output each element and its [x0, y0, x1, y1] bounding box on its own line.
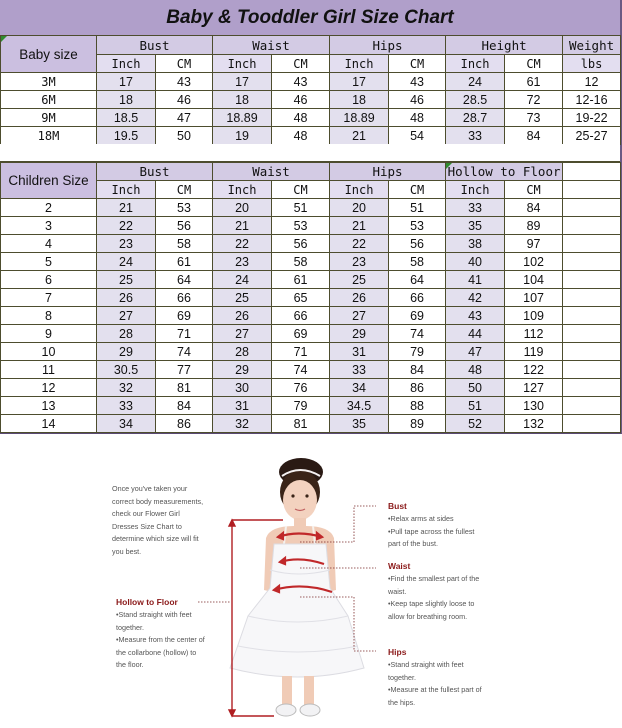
value-cell: 20: [330, 199, 389, 217]
value-cell: 53: [389, 217, 446, 235]
note-line: together.: [388, 672, 416, 682]
empty-cell: [563, 163, 621, 181]
table-row: [1, 73, 621, 91]
subheader-inch: Inch: [213, 55, 272, 73]
note-line: part of the bust.: [388, 539, 438, 549]
value-cell: 61: [272, 271, 330, 289]
value-cell: 34.5: [330, 397, 389, 415]
subheader-cm: CM: [156, 181, 213, 199]
table-row: [1, 343, 621, 361]
value-cell: 122: [505, 361, 563, 379]
waist-note: [388, 559, 498, 623]
group-header-bust: Bust: [97, 36, 213, 55]
value-cell: 52: [446, 415, 505, 433]
value-cell: 81: [156, 379, 213, 397]
value-cell: 89: [505, 217, 563, 235]
value-cell: 27: [97, 307, 156, 325]
value-cell: 21: [97, 199, 156, 217]
subheader-cm: CM: [505, 181, 563, 199]
group-header-height: Height: [446, 36, 563, 55]
value-cell: 18: [97, 91, 156, 109]
table-row: [1, 307, 621, 325]
value-cell: 26: [97, 289, 156, 307]
note-line: •Measure from the center of: [116, 635, 205, 645]
value-cell: 102: [505, 253, 563, 271]
subheader-inch: Inch: [330, 55, 389, 73]
value-cell: 50: [156, 127, 213, 145]
value-cell: 56: [156, 217, 213, 235]
table-row: [1, 199, 621, 217]
value-cell: 27: [330, 307, 389, 325]
value-cell: 76: [272, 379, 330, 397]
value-cell: 19.5: [97, 127, 156, 145]
value-cell: 48: [272, 127, 330, 145]
chart-title: Baby & Tooddler Girl Size Chart: [0, 0, 620, 36]
note-line: Dresses Size Chart to: [112, 521, 182, 531]
value-cell: 48: [272, 109, 330, 127]
subheader-lbs: lbs: [563, 55, 621, 73]
value-cell: 24: [97, 253, 156, 271]
value-cell: 66: [272, 307, 330, 325]
value-cell: 31: [213, 397, 272, 415]
value-cell: 56: [389, 235, 446, 253]
value-cell: 41: [446, 271, 505, 289]
group-header-hollow-to-floor: [446, 163, 563, 181]
size-cell: 5: [1, 253, 97, 271]
value-cell: 48: [446, 361, 505, 379]
value-cell: 74: [156, 343, 213, 361]
value-cell: 47: [156, 109, 213, 127]
table-row: [1, 415, 621, 433]
value-cell: 127: [505, 379, 563, 397]
value-cell: 19: [213, 127, 272, 145]
note-line: correct body measurements,: [112, 496, 204, 506]
subheader-inch: Inch: [330, 181, 389, 199]
group-header-hips: Hips: [330, 36, 446, 55]
baby-size-header-text: Baby size: [19, 46, 78, 62]
value-cell: 31: [330, 343, 389, 361]
note-line: determine which size will fit: [112, 534, 199, 544]
group-header-waist: Waist: [213, 163, 330, 181]
value-cell: 132: [505, 415, 563, 433]
value-cell: 69: [389, 307, 446, 325]
empty-cell: [563, 379, 621, 397]
value-cell: 104: [505, 271, 563, 289]
value-cell: 43: [446, 307, 505, 325]
baby-size-header: [1, 36, 97, 73]
value-cell: 33: [97, 397, 156, 415]
value-cell: 24: [446, 73, 505, 91]
value-cell: 53: [156, 199, 213, 217]
children-size-table: [0, 162, 621, 433]
value-cell: 21: [213, 217, 272, 235]
value-cell: 46: [389, 91, 446, 109]
value-cell: 107: [505, 289, 563, 307]
value-cell: 23: [330, 253, 389, 271]
value-cell: 35: [446, 217, 505, 235]
value-cell: 34: [330, 379, 389, 397]
note-line: the hips.: [388, 697, 416, 707]
value-cell: 21: [330, 127, 389, 145]
value-cell: 58: [389, 253, 446, 271]
group-header-waist: Waist: [213, 36, 330, 55]
size-cell: 2: [1, 199, 97, 217]
note-line: •Pull tape across the fullest: [388, 526, 475, 536]
empty-cell: [563, 181, 621, 199]
hollow-to-floor-note: [116, 595, 226, 672]
bust-note: [388, 499, 498, 551]
value-cell: 33: [446, 127, 505, 145]
table-row: [1, 253, 621, 271]
face: [283, 480, 317, 520]
value-cell: 22: [330, 235, 389, 253]
size-cell: 10: [1, 343, 97, 361]
group-header-hollow-to-floor-text: Hollow to Floor: [447, 164, 561, 179]
note-line: •Keep tape slightly loose to: [388, 599, 475, 609]
note-line: the collarbone (hollow) to: [116, 647, 197, 657]
value-cell: 66: [156, 289, 213, 307]
value-cell: 47: [446, 343, 505, 361]
subheader-inch: Inch: [446, 55, 505, 73]
value-cell: 18.89: [330, 109, 389, 127]
note-line: Once you've taken your: [112, 484, 188, 493]
value-cell: 79: [272, 397, 330, 415]
note-line: •Stand straight with feet: [116, 610, 192, 619]
value-cell: 21: [330, 217, 389, 235]
value-cell: 18: [330, 91, 389, 109]
value-cell: 12: [563, 73, 621, 91]
group-header-hips: Hips: [330, 163, 446, 181]
group-header-weight: Weight: [563, 36, 621, 55]
value-cell: 74: [389, 325, 446, 343]
value-cell: 84: [505, 127, 563, 145]
size-cell: 9: [1, 325, 97, 343]
value-cell: 23: [97, 235, 156, 253]
empty-cell: [563, 361, 621, 379]
size-cell: 8: [1, 307, 97, 325]
value-cell: 97: [505, 235, 563, 253]
group-header-bust: Bust: [97, 163, 213, 181]
value-cell: 51: [272, 199, 330, 217]
value-cell: 88: [389, 397, 446, 415]
value-cell: 29: [97, 343, 156, 361]
value-cell: 43: [156, 73, 213, 91]
value-cell: 40: [446, 253, 505, 271]
table-row: [1, 91, 621, 109]
measurement-guide: [98, 440, 518, 728]
value-cell: 61: [505, 73, 563, 91]
value-cell: 53: [272, 217, 330, 235]
value-cell: 24: [213, 271, 272, 289]
value-cell: 28.7: [446, 109, 505, 127]
value-cell: 66: [389, 289, 446, 307]
value-cell: 44: [446, 325, 505, 343]
value-cell: 51: [446, 397, 505, 415]
value-cell: 69: [156, 307, 213, 325]
value-cell: 71: [156, 325, 213, 343]
size-cell: 4: [1, 235, 97, 253]
subheader-cm: CM: [505, 55, 563, 73]
value-cell: 25: [213, 289, 272, 307]
value-cell: 12-16: [563, 91, 621, 109]
value-cell: 86: [389, 379, 446, 397]
note-line: •Stand straight with feet: [388, 660, 464, 669]
value-cell: 34: [97, 415, 156, 433]
value-cell: 28: [97, 325, 156, 343]
note-line: •Relax arms at sides: [388, 514, 454, 523]
hollow-to-floor-heading: Hollow to Floor: [116, 597, 178, 607]
value-cell: 19-22: [563, 109, 621, 127]
value-cell: 69: [272, 325, 330, 343]
value-cell: 58: [156, 235, 213, 253]
size-cell: 11: [1, 361, 97, 379]
value-cell: 89: [389, 415, 446, 433]
size-cell: 18M: [1, 127, 97, 145]
size-cell: 13: [1, 397, 97, 415]
value-cell: 56: [272, 235, 330, 253]
size-cell: 9M: [1, 109, 97, 127]
size-cell: 3: [1, 217, 97, 235]
empty-cell: [563, 271, 621, 289]
hips-note: [388, 645, 498, 709]
subheader-cm: CM: [389, 55, 446, 73]
value-cell: 35: [330, 415, 389, 433]
value-cell: 22: [213, 235, 272, 253]
size-cell: 3M: [1, 73, 97, 91]
table-row: [1, 325, 621, 343]
value-cell: 18: [213, 91, 272, 109]
table-row: [1, 109, 621, 127]
empty-cell: [563, 253, 621, 271]
value-cell: 43: [389, 73, 446, 91]
value-cell: 25: [330, 271, 389, 289]
white-dress: [230, 544, 364, 677]
note-line: allow for breathing room.: [388, 611, 468, 621]
value-cell: 46: [156, 91, 213, 109]
note-line: together.: [116, 622, 144, 632]
value-cell: 26: [213, 307, 272, 325]
table-row: [1, 127, 621, 145]
note-line: waist.: [388, 586, 407, 596]
value-cell: 25: [97, 271, 156, 289]
value-cell: 64: [156, 271, 213, 289]
empty-cell: [563, 397, 621, 415]
table-row: [1, 361, 621, 379]
value-cell: 33: [330, 361, 389, 379]
note-line: you best.: [112, 546, 142, 556]
subheader-cm: CM: [389, 181, 446, 199]
empty-cell: [563, 199, 621, 217]
value-cell: 81: [272, 415, 330, 433]
size-cell: 14: [1, 415, 97, 433]
value-cell: 38: [446, 235, 505, 253]
value-cell: 43: [272, 73, 330, 91]
value-cell: 79: [389, 343, 446, 361]
empty-cell: [563, 289, 621, 307]
value-cell: 27: [213, 325, 272, 343]
table-row: [1, 397, 621, 415]
note-line: •Find the smallest part of the: [388, 574, 480, 583]
subheader-cm: CM: [156, 55, 213, 73]
empty-cell: [563, 217, 621, 235]
waist-heading: Waist: [388, 561, 411, 571]
subheader-inch: Inch: [97, 181, 156, 199]
empty-cell: [563, 343, 621, 361]
value-cell: 48: [389, 109, 446, 127]
value-cell: 29: [213, 361, 272, 379]
value-cell: 51: [389, 199, 446, 217]
value-cell: 23: [213, 253, 272, 271]
size-cell: 6: [1, 271, 97, 289]
subheader-cm: CM: [272, 55, 330, 73]
value-cell: 73: [505, 109, 563, 127]
value-cell: 64: [389, 271, 446, 289]
subheader-inch: Inch: [213, 181, 272, 199]
empty-cell: [563, 415, 621, 433]
value-cell: 32: [97, 379, 156, 397]
empty-cell: [563, 235, 621, 253]
cell-comment-marker: [446, 163, 452, 169]
value-cell: 26: [330, 289, 389, 307]
intro-note: [112, 483, 232, 559]
note-line: •Measure at the fullest part of: [388, 685, 482, 695]
hips-heading: Hips: [388, 647, 407, 657]
value-cell: 29: [330, 325, 389, 343]
value-cell: 84: [389, 361, 446, 379]
value-cell: 33: [446, 199, 505, 217]
value-cell: 61: [156, 253, 213, 271]
table-row: [1, 379, 621, 397]
value-cell: 30: [213, 379, 272, 397]
value-cell: 71: [272, 343, 330, 361]
note-line: check our Flower Girl: [112, 509, 180, 519]
cell-comment-marker: [1, 36, 7, 42]
note-line: the floor.: [116, 660, 144, 670]
subheader-cm: CM: [272, 181, 330, 199]
value-cell: 18.89: [213, 109, 272, 127]
table-row: [1, 289, 621, 307]
value-cell: 50: [446, 379, 505, 397]
value-cell: 20: [213, 199, 272, 217]
value-cell: 77: [156, 361, 213, 379]
value-cell: 72: [505, 91, 563, 109]
value-cell: 58: [272, 253, 330, 271]
size-cell: 6M: [1, 91, 97, 109]
empty-cell: [563, 325, 621, 343]
value-cell: 86: [156, 415, 213, 433]
bust-heading: Bust: [388, 501, 407, 511]
baby-size-table: [0, 35, 621, 145]
value-cell: 109: [505, 307, 563, 325]
table-row: [1, 271, 621, 289]
value-cell: 32: [213, 415, 272, 433]
children-size-header: Children Size: [1, 163, 97, 199]
table-row: [1, 217, 621, 235]
value-cell: 119: [505, 343, 563, 361]
value-cell: 17: [213, 73, 272, 91]
value-cell: 28.5: [446, 91, 505, 109]
subheader-inch: Inch: [97, 55, 156, 73]
size-cell: 7: [1, 289, 97, 307]
value-cell: 18.5: [97, 109, 156, 127]
value-cell: 74: [272, 361, 330, 379]
value-cell: 84: [156, 397, 213, 415]
value-cell: 28: [213, 343, 272, 361]
size-cell: 12: [1, 379, 97, 397]
value-cell: 84: [505, 199, 563, 217]
value-cell: 22: [97, 217, 156, 235]
value-cell: 54: [389, 127, 446, 145]
value-cell: 130: [505, 397, 563, 415]
value-cell: 42: [446, 289, 505, 307]
table-row: [1, 235, 621, 253]
value-cell: 112: [505, 325, 563, 343]
subheader-inch: Inch: [446, 181, 505, 199]
value-cell: 17: [330, 73, 389, 91]
value-cell: 46: [272, 91, 330, 109]
empty-cell: [563, 307, 621, 325]
value-cell: 25-27: [563, 127, 621, 145]
table-spacer: [0, 144, 620, 162]
value-cell: 17: [97, 73, 156, 91]
value-cell: 30.5: [97, 361, 156, 379]
value-cell: 65: [272, 289, 330, 307]
